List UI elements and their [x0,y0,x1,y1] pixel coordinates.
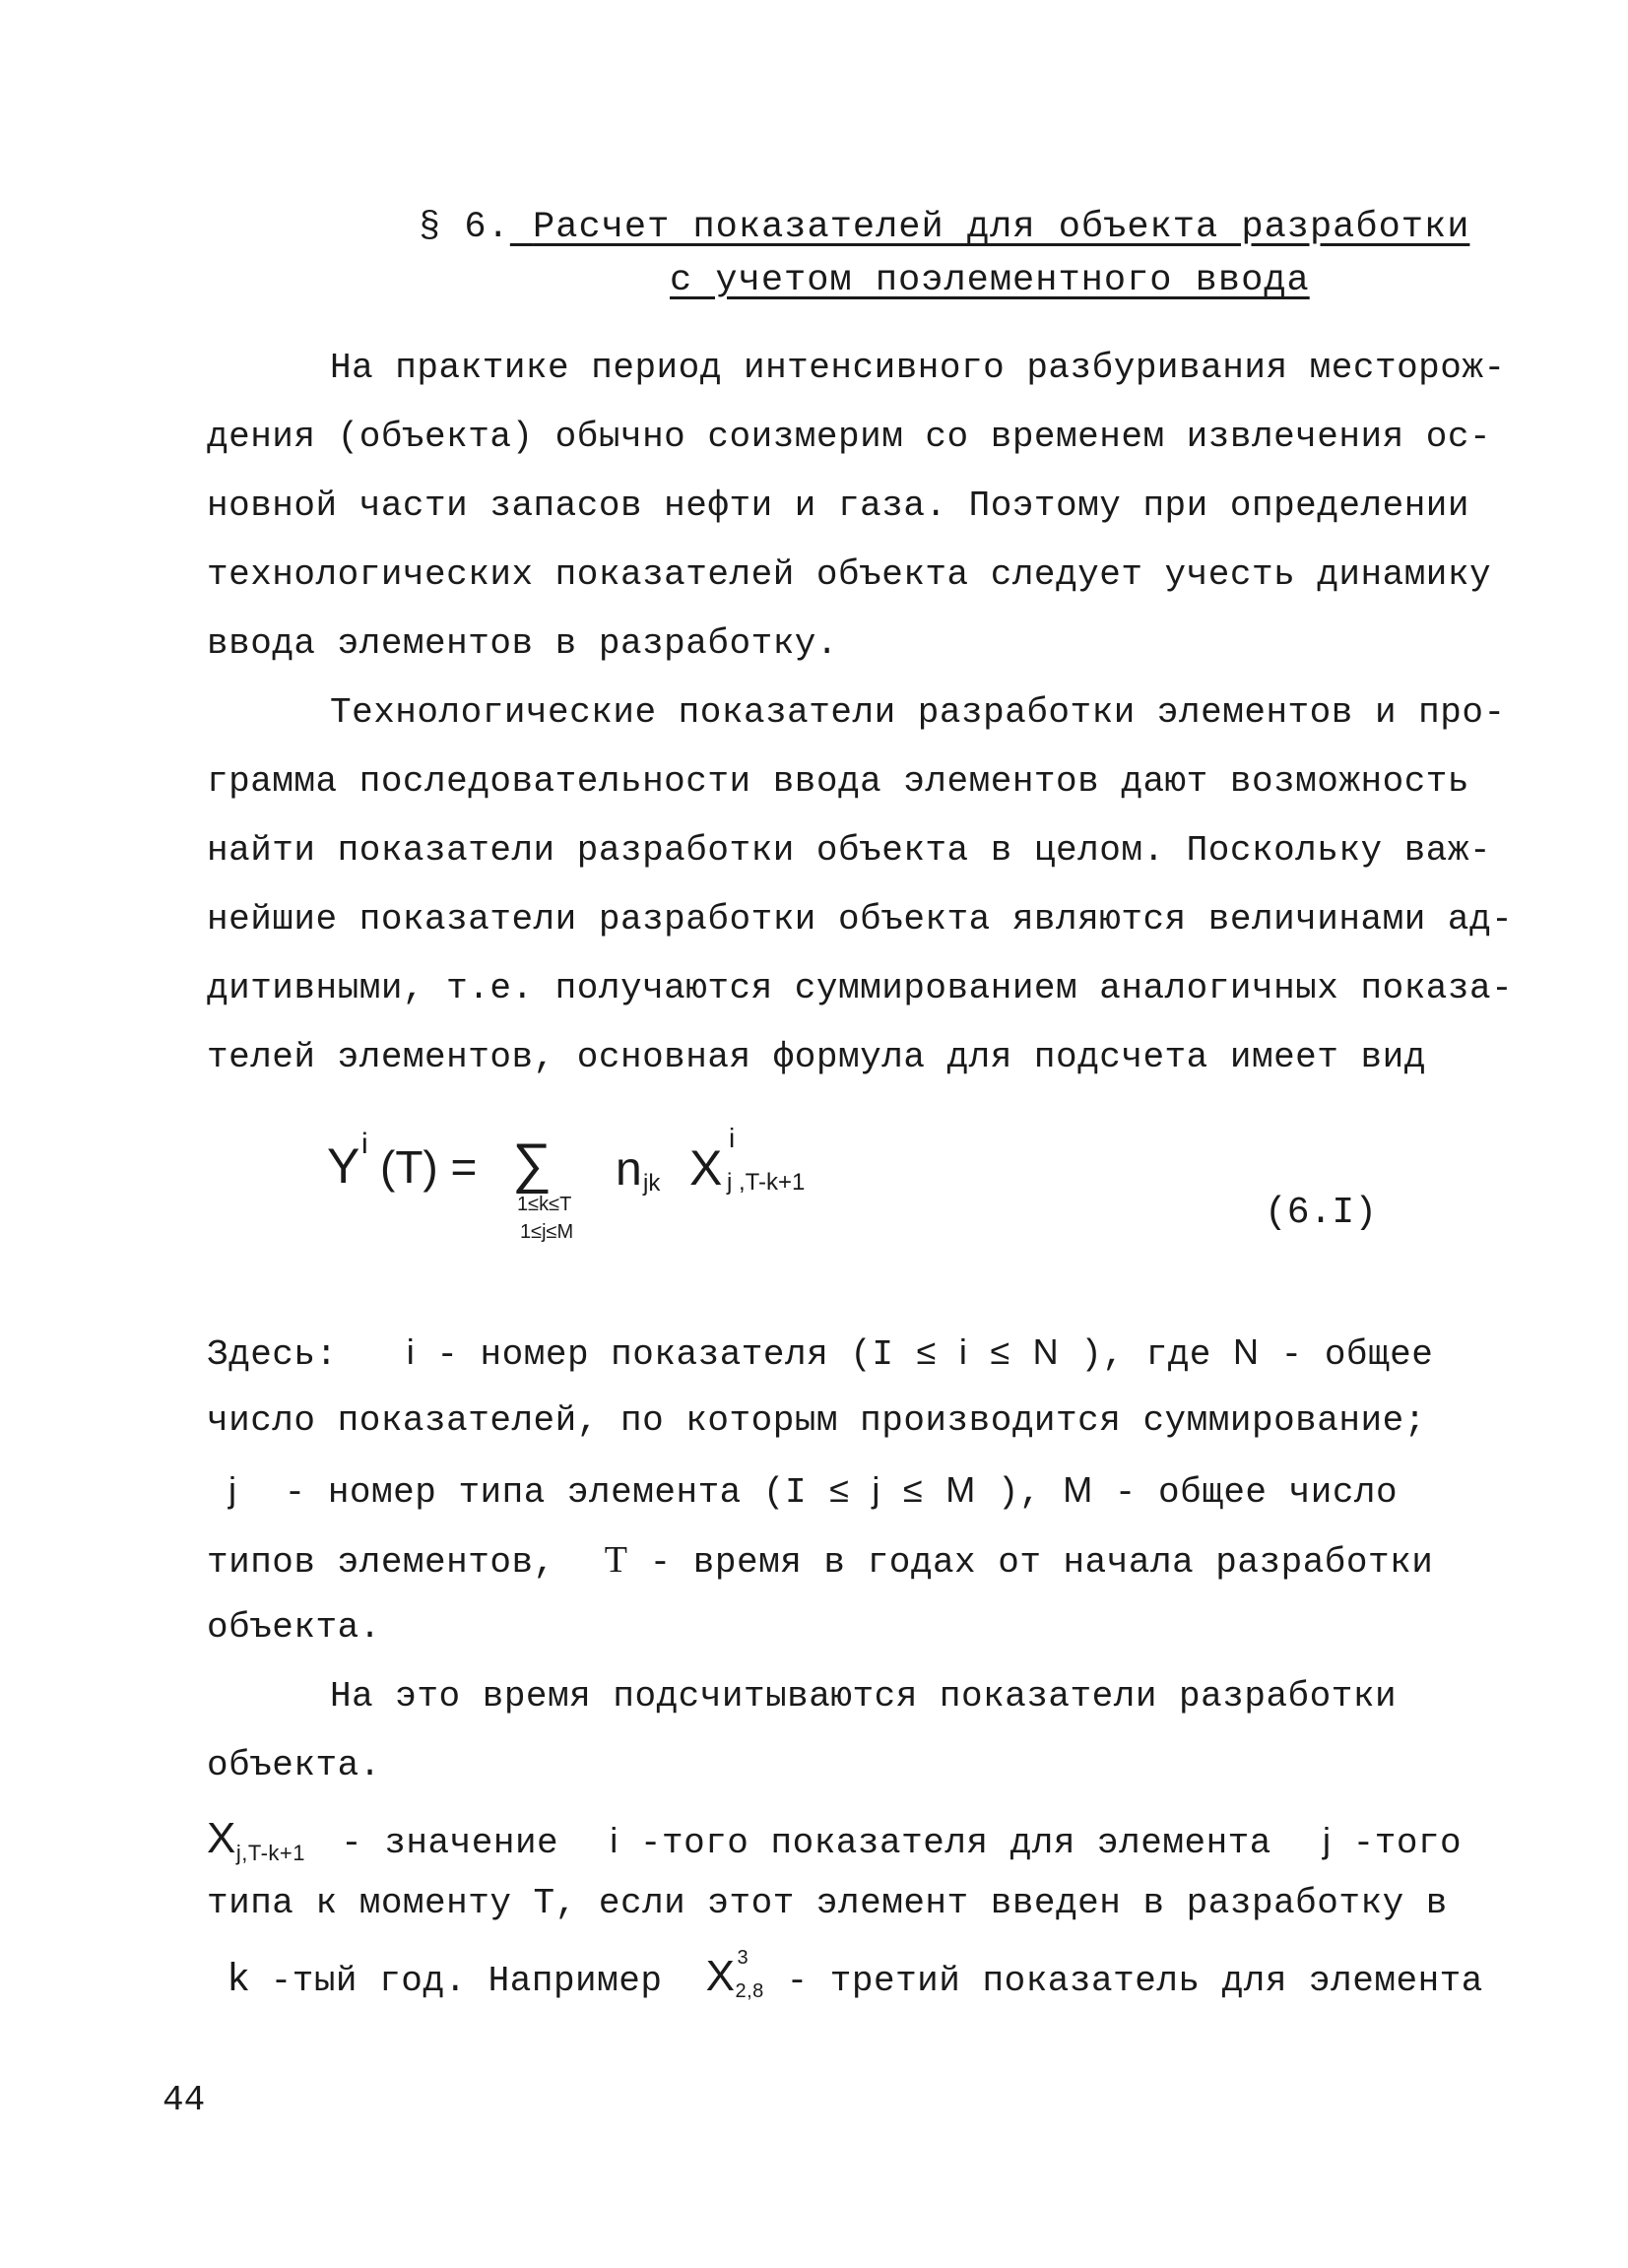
explanation-text: -того [1352,1823,1463,1863]
symbol-N: N [1032,1331,1060,1372]
explanation-line-10 [228,1947,1483,2003]
formula-x-sub: j ,T-k+1 [727,1169,806,1196]
section-heading [419,207,1469,248]
symbol-X: X [705,1952,736,2000]
formula-lhs: Y [327,1138,360,1194]
sum-condition-k: 1≤k≤T [517,1194,572,1215]
formula-lhs-arg: (T) = [380,1141,478,1193]
symbol-j: j [228,1469,237,1510]
explanation-line-8 [207,1814,1462,1863]
paragraph2-line: Технологические показатели разработки элементов и про- [330,692,1506,733]
explanation-line-7: объекта. [207,1745,381,1785]
formula-x-sup: i [729,1123,736,1153]
explanation-text: типов элементов, [207,1542,555,1583]
formula-lhs-sup: i [361,1128,368,1160]
zdes-label: Здесь: [207,1334,338,1375]
summation-symbol: ∑ [512,1132,552,1194]
explanation-line-2: число показателей, по которым производится суммирование; [207,1400,1426,1441]
symbol-X-sub: j,T-k+1 [235,1841,305,1865]
paragraph2-line: найти показатели разработки объекта в целом. Поскольку важ- [207,830,1492,871]
explanation-line-5: объекта. [207,1607,381,1648]
section-number: § 6. [419,207,510,248]
example-sup-sub [735,1947,764,2003]
explanation-text: - третий показатель для элемента [786,1961,1483,2001]
section-title-line2: с учетом поэлементного ввода [670,260,1310,301]
symbol-k: k [228,1956,249,1999]
formula-x: X [689,1140,723,1196]
paragraph1-line: ввода элементов в разработку. [207,623,839,664]
formula-n-sub: jk [643,1170,661,1197]
explanation-line-6: На это время подсчитываются показатели разработки [330,1676,1398,1717]
paragraph2-line: грамма последовательности ввода элементов дают возможность [207,761,1470,802]
symbol-T: T [604,1539,628,1581]
symbol-X-sup: 3 [737,1947,749,1970]
paragraph1-line: новной части запасов нефти и газа. Поэтому при определении [207,486,1470,526]
symbol-X-sub: 2,8 [735,1980,764,2003]
symbol-j: j [1323,1820,1332,1860]
explanation-line-1 [207,1331,1433,1375]
paragraph2-line: нейшие показатели разработки объекта являются величинами ад- [207,899,1514,940]
explanation-text: ), [997,1472,1042,1513]
explanation-text: - общее число [1114,1472,1399,1513]
explanation-text: -тый год. Например [270,1961,663,2001]
paragraph2-line: дитивными, т.е. получаются суммированием аналогичных показа- [207,968,1514,1008]
section-title-line1: Расчет показателей для объекта разработки [533,207,1470,248]
explanation-text: ), где [1080,1334,1211,1375]
paragraph2-line: телей элементов, основная формула для подсчета имеет вид [207,1037,1426,1077]
symbol-N: N [1233,1331,1260,1372]
symbol-j: j [872,1469,880,1510]
paragraph1-line: На практике период интенсивного разбуривания месторож- [330,348,1506,388]
explanation-text: - номер показателя (I ≤ [436,1334,938,1375]
explanation-text: - номер типа элемента (I ≤ [284,1472,851,1513]
symbol-X: X [207,1814,236,1862]
symbol-i: i [958,1331,968,1372]
symbol-i: i [406,1331,416,1372]
paragraph1-line: дения (объекта) обычно соизмерим со временем извлечения ос- [207,417,1492,457]
explanation-text: - общее [1280,1334,1434,1375]
explanation-text: ≤ [902,1472,925,1513]
explanation-text: - значение [341,1823,559,1863]
explanation-line-3 [228,1469,1398,1513]
explanation-line-9: типа к моменту Т, если этот элемент введен в разработку в [207,1883,1448,1923]
symbol-i: i [610,1820,619,1860]
explanation-line-4 [207,1538,1433,1583]
sum-condition-j: 1≤j≤M [520,1221,574,1243]
formula-n: n [616,1143,642,1196]
symbol-M: M [945,1469,976,1510]
explanation-text: - время в годах от начала разработки [649,1542,1434,1583]
symbol-M: M [1063,1469,1093,1510]
formula-number: (6.I) [1265,1192,1378,1234]
explanation-text: ≤ [989,1334,1011,1375]
page-number: 44 [163,2080,206,2120]
paragraph1-line: технологических показателей объекта следует учесть динамику [207,554,1492,595]
explanation-text: -того показателя для элемента [639,1823,1271,1863]
